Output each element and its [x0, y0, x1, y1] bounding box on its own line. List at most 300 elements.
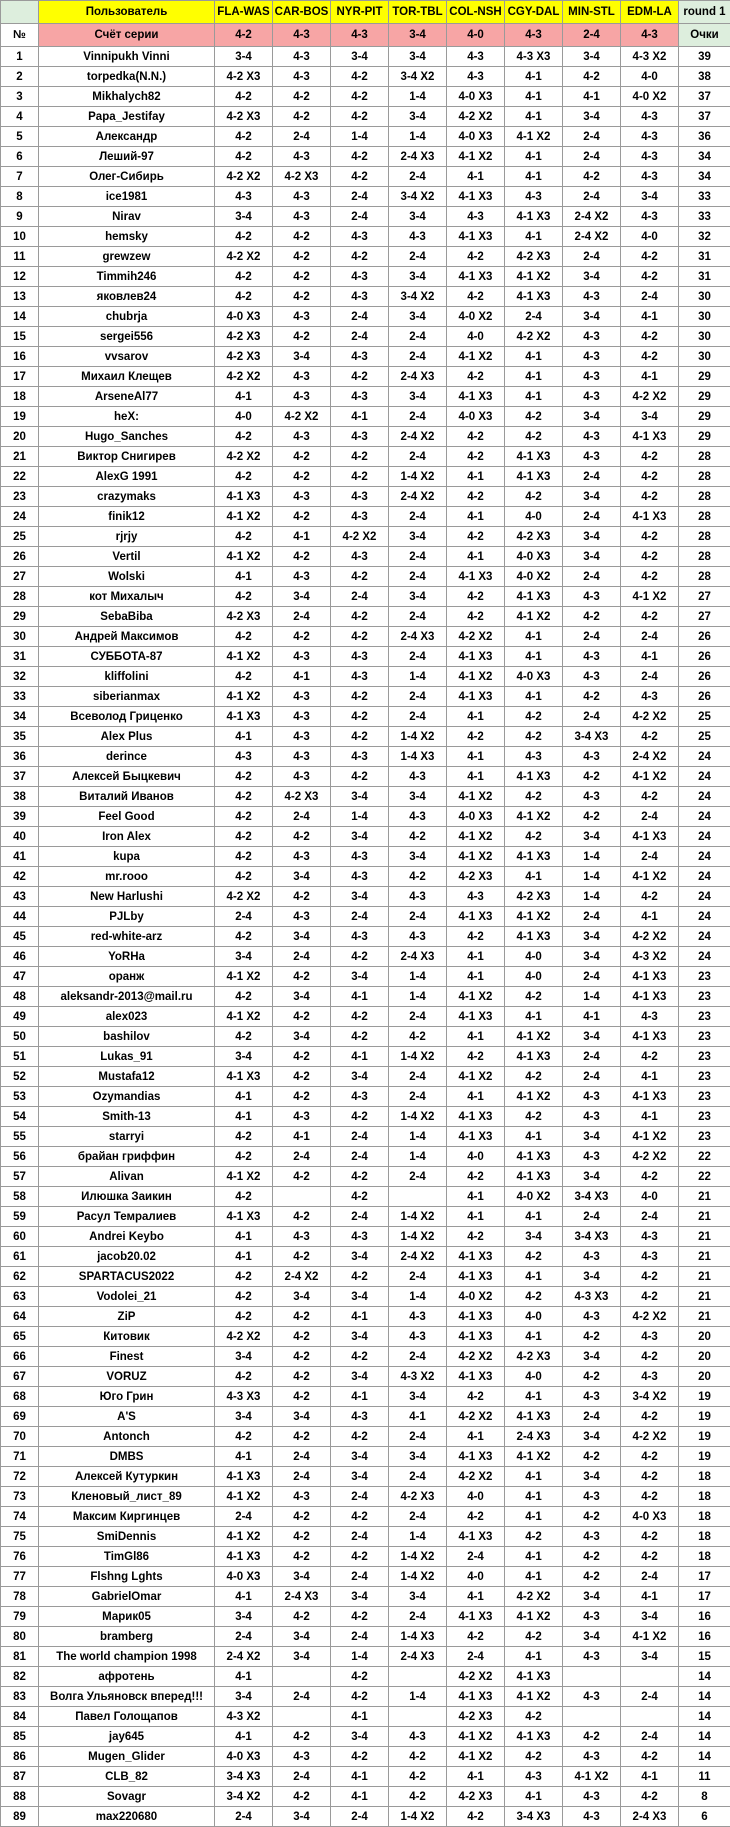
prediction-cell: 4-2 [215, 427, 273, 447]
prediction-cell: 4-2 [621, 547, 679, 567]
prediction-cell: 4-1 X2 [447, 667, 505, 687]
table-row [1, 267, 730, 287]
prediction-cell: 4-3 [563, 1687, 621, 1707]
prediction-cell: 4-3 [563, 447, 621, 467]
prediction-cell: 3-4 X2 [389, 287, 447, 307]
prediction-cell: 2-4 [331, 1127, 389, 1147]
prediction-cell: 4-1 [505, 347, 563, 367]
prediction-cell: 2-4 [563, 967, 621, 987]
prediction-cell: 4-1 [273, 527, 331, 547]
rank-cell: 17 [1, 367, 39, 387]
username-cell: rjrjy [39, 527, 215, 547]
prediction-cell: 3-4 [563, 947, 621, 967]
rank-cell: 36 [1, 747, 39, 767]
username-cell: mr.rooo [39, 867, 215, 887]
prediction-cell: 4-1 [563, 87, 621, 107]
prediction-cell: 4-2 [331, 947, 389, 967]
prediction-cell: 4-3 [273, 767, 331, 787]
prediction-cell: 3-4 [389, 207, 447, 227]
prediction-cell: 4-1 [505, 367, 563, 387]
prediction-cell: 4-1 X3 [447, 1107, 505, 1127]
prediction-cell: 4-3 [563, 1607, 621, 1627]
prediction-cell: 4-3 [563, 1647, 621, 1667]
prediction-cell: 4-1 X3 [447, 567, 505, 587]
prediction-cell: 4-3 [331, 927, 389, 947]
prediction-cell: 4-3 [563, 747, 621, 767]
prediction-cell: 4-3 [505, 747, 563, 767]
prediction-cell: 3-4 [273, 1627, 331, 1647]
prediction-cell: 3-4 [389, 307, 447, 327]
matchup-header-row [1, 1, 730, 24]
prediction-cell: 4-3 [331, 487, 389, 507]
prediction-cell: 4-2 [505, 487, 563, 507]
prediction-cell: 4-3 [621, 1367, 679, 1387]
prediction-cell: 3-4 [563, 547, 621, 567]
prediction-cell: 2-4 X3 [273, 1587, 331, 1607]
table-row [1, 807, 730, 827]
prediction-cell: 4-3 [563, 1487, 621, 1507]
prediction-cell: 4-1 [447, 707, 505, 727]
prediction-cell: 3-4 [273, 1807, 331, 1827]
rank-cell: 8 [1, 187, 39, 207]
prediction-cell: 4-3 [331, 267, 389, 287]
prediction-cell: 2-4 X3 [389, 947, 447, 967]
prediction-cell: 4-3 [331, 847, 389, 867]
prediction-cell: 2-4 [389, 647, 447, 667]
prediction-cell: 4-1 [505, 387, 563, 407]
table-row [1, 747, 730, 767]
table-row [1, 1307, 730, 1327]
points-cell: 23 [679, 1047, 730, 1067]
rank-cell: 5 [1, 127, 39, 147]
prediction-cell: 4-2 [273, 1787, 331, 1807]
username-cell: jay645 [39, 1727, 215, 1747]
prediction-cell: 4-1 [505, 1207, 563, 1227]
table-row [1, 1007, 730, 1027]
prediction-cell: 3-4 [563, 1027, 621, 1047]
points-cell: 20 [679, 1347, 730, 1367]
prediction-cell: 4-2 [621, 1527, 679, 1547]
series-score: 4-3 [273, 24, 331, 47]
points-cell: 23 [679, 1127, 730, 1147]
points-cell: 26 [679, 667, 730, 687]
points-cell: 25 [679, 707, 730, 727]
prediction-cell: 4-3 [389, 927, 447, 947]
prediction-cell: 4-1 X2 [505, 907, 563, 927]
prediction-cell: 3-4 [331, 1587, 389, 1607]
prediction-cell: 2-4 [447, 1547, 505, 1567]
prediction-cell: 4-3 [331, 667, 389, 687]
prediction-cell [389, 1187, 447, 1207]
prediction-cell: 4-1 X3 [505, 1147, 563, 1167]
rank-cell: 3 [1, 87, 39, 107]
prediction-cell: 4-3 [621, 1007, 679, 1027]
prediction-cell: 2-4 [331, 587, 389, 607]
prediction-cell: 4-0 [447, 1567, 505, 1587]
table-row [1, 1647, 730, 1667]
prediction-cell: 4-2 [215, 1307, 273, 1327]
prediction-cell: 4-3 [331, 647, 389, 667]
user-column-header: Пользователь [39, 1, 215, 24]
prediction-cell: 1-4 X2 [389, 1107, 447, 1127]
prediction-cell: 4-3 X3 [563, 1287, 621, 1307]
prediction-cell: 4-2 X2 [621, 927, 679, 947]
prediction-cell: 4-2 X3 [447, 1707, 505, 1727]
rank-cell: 64 [1, 1307, 39, 1327]
prediction-cell: 2-4 [563, 627, 621, 647]
series-score: 4-0 [447, 24, 505, 47]
prediction-cell: 4-2 [215, 1267, 273, 1287]
rank-cell: 13 [1, 287, 39, 307]
prediction-cell: 4-3 [389, 887, 447, 907]
prediction-cell: 2-4 [389, 607, 447, 627]
username-cell: Nirav [39, 207, 215, 227]
prediction-cell: 4-1 X3 [505, 1667, 563, 1687]
username-cell: Алексей Быцкевич [39, 767, 215, 787]
points-cell: 24 [679, 947, 730, 967]
prediction-cell: 4-2 [331, 1607, 389, 1627]
rank-cell: 11 [1, 247, 39, 267]
prediction-cell: 4-2 [273, 1727, 331, 1747]
prediction-cell: 1-4 X3 [389, 1627, 447, 1647]
prediction-cell: 3-4 [273, 867, 331, 887]
prediction-cell: 4-2 [447, 287, 505, 307]
prediction-cell: 4-1 [621, 367, 679, 387]
prediction-cell: 3-4 X2 [389, 187, 447, 207]
prediction-cell: 4-2 [621, 267, 679, 287]
prediction-cell: 1-4 X2 [389, 1047, 447, 1067]
username-cell: Alex Plus [39, 727, 215, 747]
prediction-cell: 3-4 [331, 787, 389, 807]
rank-cell: 40 [1, 827, 39, 847]
points-column-header: Очки [679, 24, 730, 47]
prediction-cell: 4-2 [621, 887, 679, 907]
prediction-cell: 4-2 [563, 1567, 621, 1587]
username-cell: max220680 [39, 1807, 215, 1827]
prediction-cell: 4-1 X3 [447, 1327, 505, 1347]
prediction-cell: 4-2 [331, 1547, 389, 1567]
table-row [1, 167, 730, 187]
points-cell: 18 [679, 1527, 730, 1547]
prediction-cell: 4-0 X3 [447, 407, 505, 427]
prediction-cell: 3-4 [331, 1067, 389, 1087]
prediction-cell: 3-4 [389, 847, 447, 867]
prediction-cell: 1-4 [389, 987, 447, 1007]
matchup-header: CAR-BOS [273, 1, 331, 24]
prediction-cell: 4-2 [331, 367, 389, 387]
prediction-cell: 4-1 [505, 1127, 563, 1147]
prediction-cell: 4-1 X3 [505, 767, 563, 787]
prediction-cell: 2-4 [389, 447, 447, 467]
prediction-cell: 1-4 X2 [389, 1227, 447, 1247]
rank-cell: 26 [1, 547, 39, 567]
prediction-cell: 2-4 [331, 187, 389, 207]
prediction-cell: 4-2 [621, 327, 679, 347]
prediction-cell: 3-4 [331, 967, 389, 987]
prediction-cell: 3-4 [331, 47, 389, 67]
prediction-cell: 4-2 X3 [273, 787, 331, 807]
table-row [1, 327, 730, 347]
prediction-cell: 2-4 [621, 627, 679, 647]
prediction-cell: 1-4 [563, 987, 621, 1007]
prediction-cell: 4-3 [389, 767, 447, 787]
prediction-cell: 4-3 X2 [215, 1707, 273, 1727]
prediction-cell: 4-1 [505, 1547, 563, 1567]
username-cell: Волга Ульяновск вперед!!! [39, 1687, 215, 1707]
prediction-cell [563, 1707, 621, 1727]
prediction-cell: 4-3 [273, 487, 331, 507]
points-cell: 23 [679, 967, 730, 987]
prediction-cell: 4-2 [447, 1807, 505, 1827]
points-cell: 17 [679, 1567, 730, 1587]
points-cell: 26 [679, 687, 730, 707]
table-row [1, 667, 730, 687]
prediction-cell: 4-1 [447, 1427, 505, 1447]
prediction-cell: 4-1 X3 [505, 847, 563, 867]
prediction-cell: 4-2 X2 [215, 247, 273, 267]
prediction-cell: 4-2 X2 [215, 447, 273, 467]
prediction-cell: 4-1 X3 [621, 987, 679, 1007]
prediction-cell: 4-1 [505, 1787, 563, 1807]
prediction-cell: 4-1 X3 [215, 487, 273, 507]
prediction-cell: 4-1 [505, 1647, 563, 1667]
prediction-cell: 2-4 [389, 1507, 447, 1527]
prediction-cell: 4-2 [273, 1547, 331, 1567]
rank-cell: 56 [1, 1147, 39, 1167]
rank-cell: 77 [1, 1567, 39, 1587]
points-cell: 28 [679, 487, 730, 507]
prediction-cell: 4-2 [621, 727, 679, 747]
prediction-cell: 3-4 [563, 487, 621, 507]
prediction-cell [621, 1667, 679, 1687]
points-cell: 20 [679, 1367, 730, 1387]
prediction-cell: 4-2 X3 [447, 1787, 505, 1807]
prediction-cell: 4-2 [215, 1367, 273, 1387]
prediction-cell: 4-3 [447, 67, 505, 87]
prediction-cell: 4-2 [505, 727, 563, 747]
prediction-cell: 4-2 [273, 327, 331, 347]
prediction-cell: 4-2 [563, 1727, 621, 1747]
rank-cell: 73 [1, 1487, 39, 1507]
username-cell: hemsky [39, 227, 215, 247]
prediction-cell: 3-4 [389, 107, 447, 127]
prediction-cell: 4-0 [505, 947, 563, 967]
prediction-cell: 4-2 [505, 787, 563, 807]
prediction-cell: 3-4 [215, 207, 273, 227]
prediction-cell: 4-1 [215, 1667, 273, 1687]
prediction-cell: 4-3 [331, 427, 389, 447]
prediction-cell: 2-4 [215, 1807, 273, 1827]
prediction-cell: 4-2 X2 [215, 1327, 273, 1347]
prediction-cell: 4-2 [447, 727, 505, 747]
prediction-cell: 4-3 [563, 1387, 621, 1407]
username-cell: Smith-13 [39, 1107, 215, 1127]
rank-cell: 76 [1, 1547, 39, 1567]
rank-cell: 66 [1, 1347, 39, 1367]
prediction-cell: 4-0 X3 [505, 547, 563, 567]
table-row [1, 1187, 730, 1207]
prediction-cell [563, 1667, 621, 1687]
username-cell: starryi [39, 1127, 215, 1147]
username-cell: Lukas_91 [39, 1047, 215, 1067]
prediction-cell: 4-2 [215, 827, 273, 847]
prediction-cell: 3-4 X2 [621, 1387, 679, 1407]
prediction-cell: 4-0 X3 [505, 667, 563, 687]
prediction-cell: 4-2 [331, 1427, 389, 1447]
prediction-cell: 3-4 [331, 827, 389, 847]
prediction-cell: 4-2 [215, 1287, 273, 1307]
rank-cell: 45 [1, 927, 39, 947]
username-cell: GabrielOmar [39, 1587, 215, 1607]
table-row [1, 587, 730, 607]
prediction-cell: 1-4 [389, 1687, 447, 1707]
username-cell: The world champion 1998 [39, 1647, 215, 1667]
username-cell: AlexG 1991 [39, 467, 215, 487]
rank-cell: 55 [1, 1127, 39, 1147]
prediction-cell: 4-1 X3 [505, 927, 563, 947]
prediction-cell: 4-1 X3 [621, 507, 679, 527]
corner-cell [1, 1, 39, 24]
prediction-cell: 3-4 [273, 347, 331, 367]
prediction-cell: 4-3 [563, 1747, 621, 1767]
prediction-cell: 3-4 [389, 587, 447, 607]
prediction-cell: 4-2 [505, 407, 563, 427]
prediction-cell: 4-2 [273, 1327, 331, 1347]
points-cell: 26 [679, 647, 730, 667]
prediction-cell: 4-1 [447, 1187, 505, 1207]
prediction-cell: 4-2 [563, 1367, 621, 1387]
table-row [1, 1727, 730, 1747]
prediction-cell: 4-1 [273, 667, 331, 687]
prediction-cell: 3-4 [215, 1687, 273, 1707]
rank-cell: 78 [1, 1587, 39, 1607]
prediction-cell: 4-2 [215, 1127, 273, 1147]
points-cell: 19 [679, 1447, 730, 1467]
prediction-cell: 4-1 [331, 1767, 389, 1787]
prediction-cell: 4-1 X2 [447, 987, 505, 1007]
prediction-cell: 4-2 [505, 1747, 563, 1767]
prediction-cell: 3-4 [331, 1367, 389, 1387]
prediction-cell: 2-4 X3 [389, 367, 447, 387]
prediction-cell: 4-3 [563, 387, 621, 407]
table-row [1, 1507, 730, 1527]
rank-cell: 2 [1, 67, 39, 87]
prediction-cell: 4-2 [447, 447, 505, 467]
rank-cell: 30 [1, 627, 39, 647]
points-cell: 28 [679, 467, 730, 487]
username-cell: Илюшка Заикин [39, 1187, 215, 1207]
prediction-cell: 4-0 X3 [447, 807, 505, 827]
points-cell: 14 [679, 1667, 730, 1687]
prediction-cell: 3-4 [273, 587, 331, 607]
prediction-cell: 4-2 [215, 1147, 273, 1167]
rank-cell: 27 [1, 567, 39, 587]
rank-cell: 7 [1, 167, 39, 187]
prediction-cell: 3-4 [563, 1347, 621, 1367]
rank-cell: 60 [1, 1227, 39, 1247]
prediction-cell: 4-2 [273, 1067, 331, 1087]
points-cell: 29 [679, 407, 730, 427]
prediction-cell: 4-3 [331, 1087, 389, 1107]
table-row [1, 827, 730, 847]
prediction-cell: 3-4 [273, 927, 331, 947]
rank-column-header: № [1, 24, 39, 47]
prediction-cell: 2-4 X2 [215, 1647, 273, 1667]
prediction-cell: 4-2 [331, 87, 389, 107]
prediction-cell: 4-2 X2 [447, 1347, 505, 1367]
prediction-cell: 2-4 [331, 1807, 389, 1827]
prediction-cell: 4-2 [215, 587, 273, 607]
username-cell: Александр [39, 127, 215, 147]
prediction-cell: 2-4 [389, 567, 447, 587]
prediction-cell: 4-2 [621, 447, 679, 467]
prediction-cell: 2-4 [389, 247, 447, 267]
prediction-cell: 3-4 [563, 267, 621, 287]
prediction-cell: 4-2 [331, 167, 389, 187]
prediction-cell: 4-1 [505, 867, 563, 887]
prediction-cell: 4-2 [273, 1427, 331, 1447]
table-row [1, 1147, 730, 1167]
prediction-cell: 4-2 [215, 147, 273, 167]
points-cell: 19 [679, 1427, 730, 1447]
rank-cell: 61 [1, 1247, 39, 1267]
prediction-cell: 2-4 [389, 1087, 447, 1107]
prediction-cell: 4-0 X2 [447, 1287, 505, 1307]
points-cell: 28 [679, 447, 730, 467]
prediction-cell: 4-2 [273, 1607, 331, 1627]
prediction-cell: 4-3 [563, 1787, 621, 1807]
prediction-cell: 4-2 [215, 127, 273, 147]
table-row [1, 887, 730, 907]
prediction-cell: 4-3 X2 [389, 1367, 447, 1387]
prediction-cell: 4-1 X3 [447, 1687, 505, 1707]
prediction-cell: 2-4 X2 [563, 207, 621, 227]
prediction-cell: 2-4 [389, 1167, 447, 1187]
prediction-cell: 4-1 X2 [621, 1627, 679, 1647]
prediction-cell: 2-4 [563, 1047, 621, 1067]
prediction-cell: 3-4 [273, 1407, 331, 1427]
prediction-cell: 4-2 X3 [273, 167, 331, 187]
points-cell: 28 [679, 547, 730, 567]
prediction-cell: 4-2 [215, 767, 273, 787]
prediction-cell: 4-2 [273, 1247, 331, 1267]
rank-cell: 57 [1, 1167, 39, 1187]
prediction-cell: 4-2 [273, 447, 331, 467]
prediction-cell: 4-2 [331, 1267, 389, 1287]
prediction-cell: 4-3 [505, 1767, 563, 1787]
prediction-cell: 4-1 X2 [621, 767, 679, 787]
prediction-cell: 1-4 X2 [389, 1807, 447, 1827]
prediction-cell: 4-3 [331, 747, 389, 767]
rank-cell: 29 [1, 607, 39, 627]
table-row [1, 1327, 730, 1347]
prediction-cell: 3-4 [563, 47, 621, 67]
prediction-cell: 4-1 [447, 1767, 505, 1787]
points-cell: 24 [679, 767, 730, 787]
prediction-cell: 4-3 [563, 1107, 621, 1127]
prediction-cell: 4-2 [447, 1507, 505, 1527]
username-cell: Alivan [39, 1167, 215, 1187]
prediction-cell: 3-4 [563, 927, 621, 947]
table-row [1, 1467, 730, 1487]
username-cell: Марик05 [39, 1607, 215, 1627]
username-cell: яковлев24 [39, 287, 215, 307]
prediction-cell: 4-2 X3 [447, 867, 505, 887]
prediction-cell: 2-4 [331, 1487, 389, 1507]
prediction-cell [273, 1187, 331, 1207]
table-row [1, 627, 730, 647]
prediction-cell: 4-1 X2 [621, 587, 679, 607]
